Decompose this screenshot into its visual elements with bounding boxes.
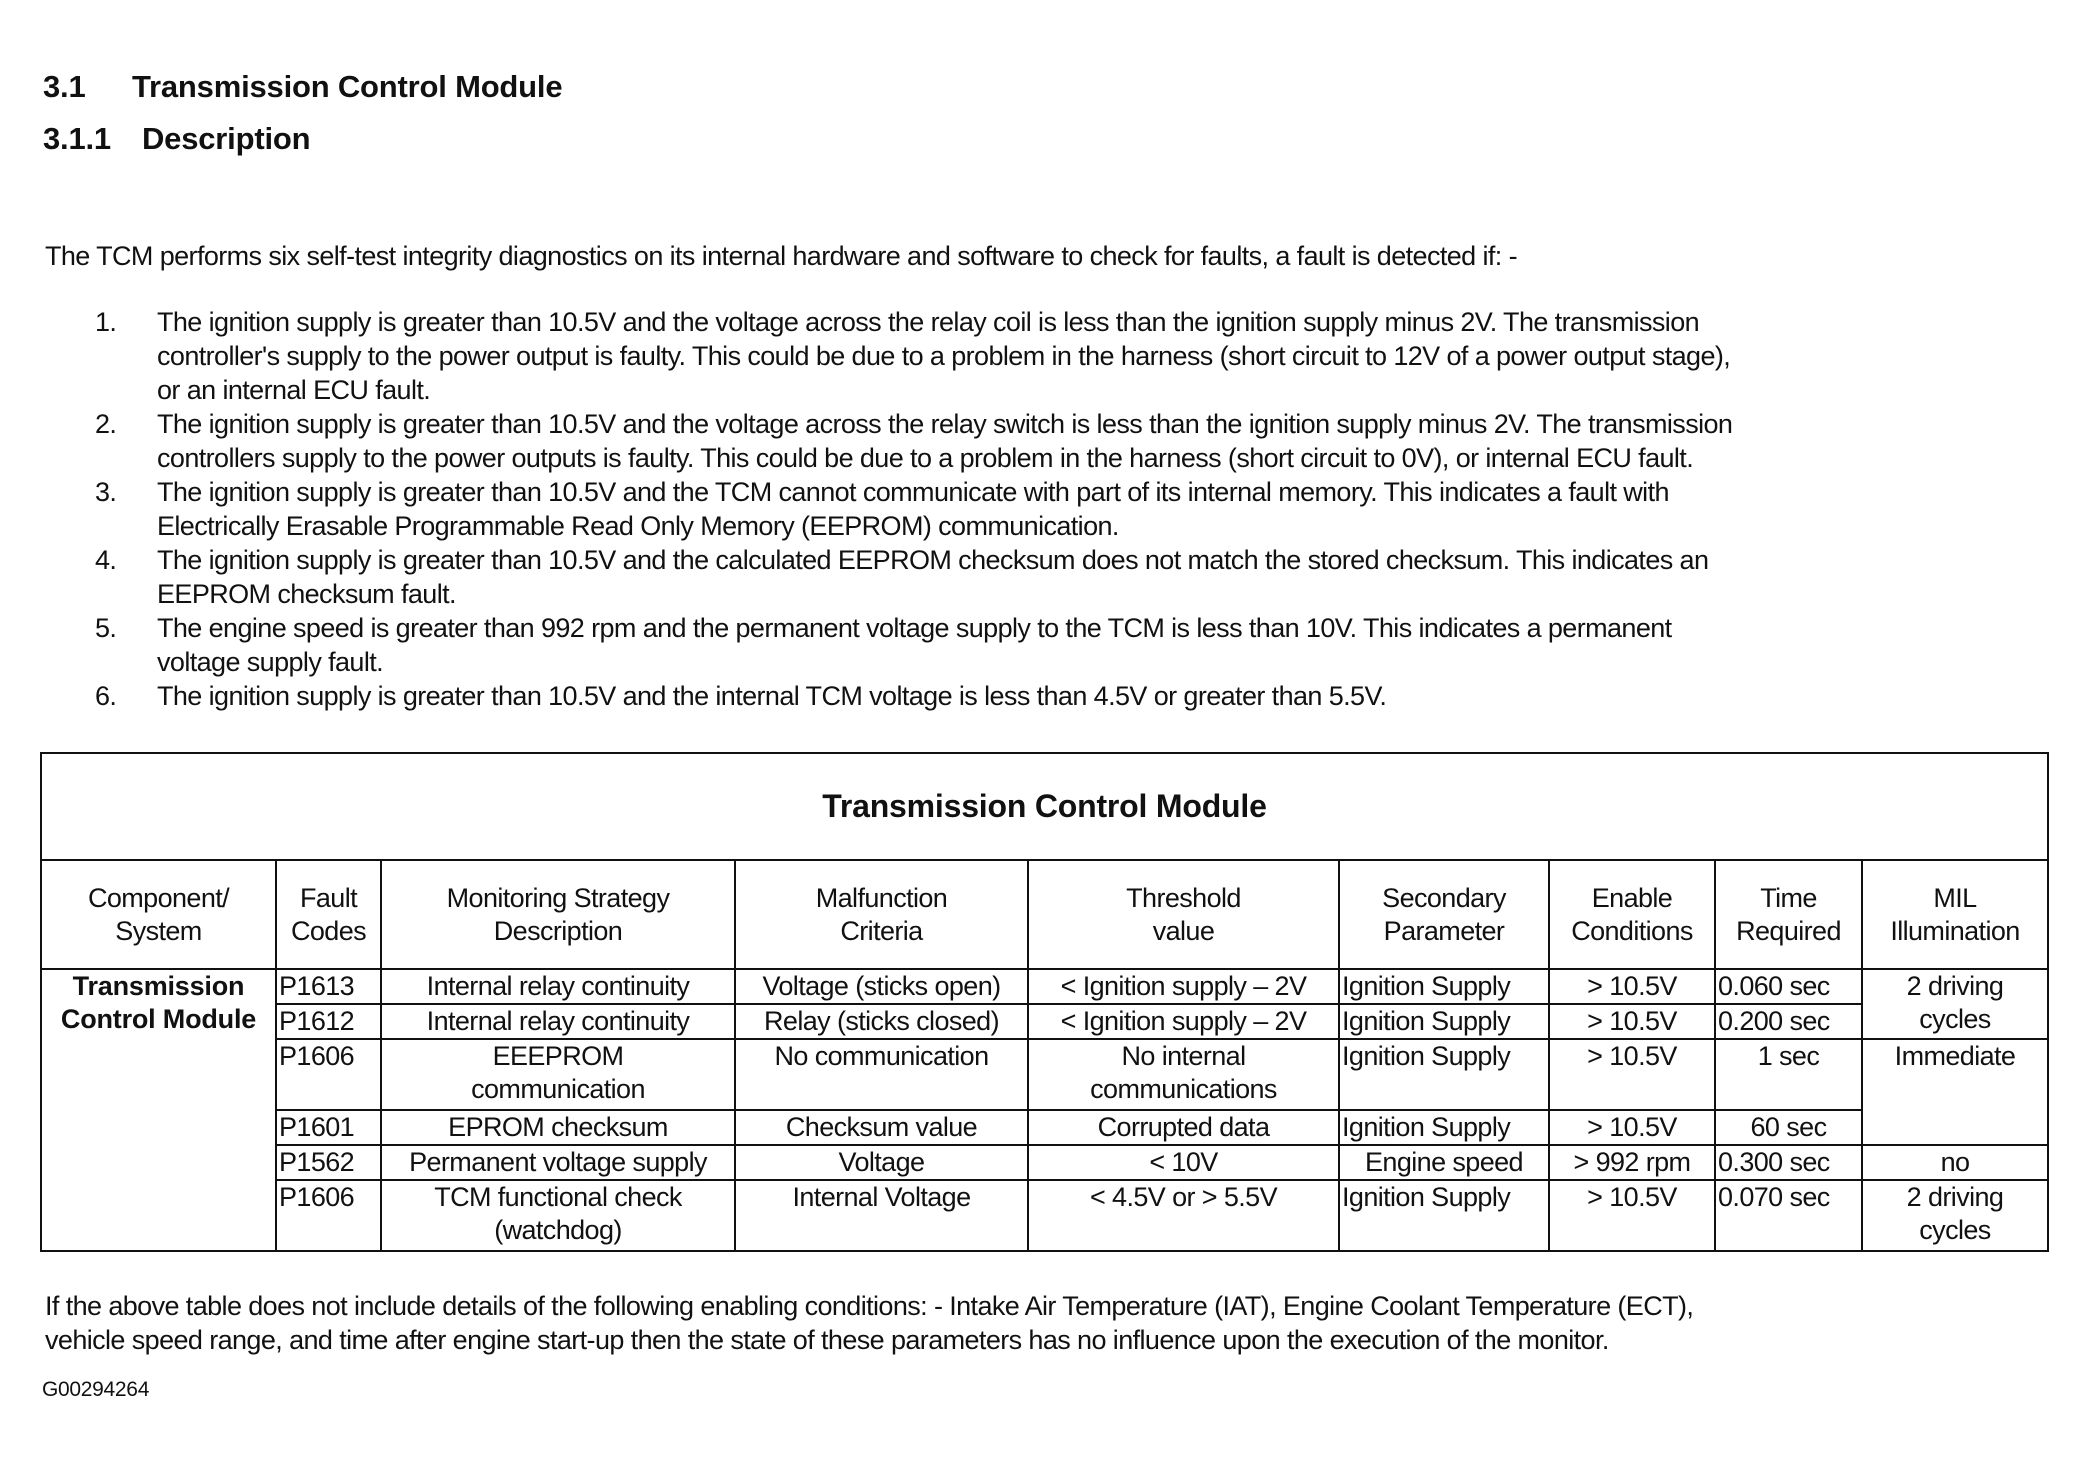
table-row: [41, 969, 2048, 1004]
list-item: [95, 407, 1995, 475]
list-line: The ignition supply is greater than 10.5V and the calculated EEPROM checksum does not match the stored checksum. This indicates an: [157, 545, 1709, 575]
list-line: The ignition supply is greater than 10.5V and the voltage across the relay switch is less than the ignition supply minus 2V. The transmission: [157, 409, 1733, 439]
list-line: controller's supply to the power output is faulty. This could be due to a problem in the harness (short circuit to 12V of a power output stage),: [157, 341, 1731, 371]
table-title: Transmission Control Module: [41, 753, 2048, 860]
mil-cell: 2 driving cycles: [1862, 1180, 2048, 1251]
fault-code: P1601: [276, 1110, 381, 1145]
secondary-cell: Ignition Supply: [1339, 1110, 1549, 1145]
header-monitoring-strategy: Monitoring Strategy Description: [381, 860, 735, 969]
secondary-cell: Ignition Supply: [1339, 1180, 1549, 1251]
table-row: [41, 1180, 2048, 1251]
mil-cell: no: [1862, 1145, 2048, 1180]
list-item: [95, 679, 1995, 713]
section-heading: [43, 70, 562, 104]
threshold-cell: < Ignition supply – 2V: [1028, 1004, 1339, 1039]
subsection-heading: [43, 122, 310, 156]
criteria-cell: Voltage (sticks open): [735, 969, 1028, 1004]
enable-cell: > 10.5V: [1549, 1110, 1715, 1145]
table-row: [41, 1039, 2048, 1110]
time-cell: 0.300 sec: [1715, 1145, 1862, 1180]
list-number: 4.: [95, 545, 117, 575]
subsection-title: Description: [142, 121, 311, 156]
threshold-cell: < 4.5V or > 5.5V: [1028, 1180, 1339, 1251]
secondary-cell: Ignition Supply: [1339, 1004, 1549, 1039]
graphic-id: G00294264: [42, 1378, 150, 1401]
criteria-cell: Voltage: [735, 1145, 1028, 1180]
header-fault-codes: Fault Codes: [276, 860, 381, 969]
strategy-cell: EEEPROM communication: [381, 1039, 735, 1110]
enable-cell: > 992 rpm: [1549, 1145, 1715, 1180]
enable-cell: > 10.5V: [1549, 969, 1715, 1004]
list-line: or an internal ECU fault.: [157, 375, 431, 405]
mil-cell: Immediate: [1862, 1039, 2048, 1145]
header-mil-illumination: MIL Illumination: [1862, 860, 2048, 969]
fault-code: P1606: [276, 1180, 381, 1251]
footer-line: vehicle speed range, and time after engine start-up then the state of these parameters has no influence upon the execution of the monitor.: [45, 1325, 1609, 1355]
fault-conditions-list: [95, 305, 1995, 713]
footer-note: [45, 1289, 2045, 1357]
time-cell: 1 sec: [1715, 1039, 1862, 1110]
time-cell: 0.070 sec: [1715, 1180, 1862, 1251]
intro-paragraph: The TCM performs six self-test integrity diagnostics on its internal hardware and software to check for faults, a fault is detected if: -: [45, 241, 1517, 271]
list-number: 6.: [95, 681, 117, 711]
list-number: 2.: [95, 409, 117, 439]
enable-cell: > 10.5V: [1549, 1039, 1715, 1110]
threshold-cell: < Ignition supply – 2V: [1028, 969, 1339, 1004]
table-header-row: [41, 860, 2048, 969]
table-row: [41, 1110, 2048, 1145]
threshold-cell: Corrupted data: [1028, 1110, 1339, 1145]
header-component: Component/ System: [41, 860, 276, 969]
time-cell: 0.060 sec: [1715, 969, 1862, 1004]
fault-code: P1606: [276, 1039, 381, 1110]
list-number: 1.: [95, 307, 117, 337]
secondary-cell: Ignition Supply: [1339, 969, 1549, 1004]
time-cell: 60 sec: [1715, 1110, 1862, 1145]
fault-code: P1612: [276, 1004, 381, 1039]
header-secondary-parameter: Secondary Parameter: [1339, 860, 1549, 969]
subsection-number: 3.1.1: [43, 121, 111, 156]
time-cell: 0.200 sec: [1715, 1004, 1862, 1039]
strategy-cell: Internal relay continuity: [381, 1004, 735, 1039]
list-number: 5.: [95, 613, 117, 643]
list-item: [95, 305, 1995, 407]
table-row: [41, 1004, 2048, 1039]
fault-code: P1613: [276, 969, 381, 1004]
header-time-required: Time Required: [1715, 860, 1862, 969]
threshold-cell: No internal communications: [1028, 1039, 1339, 1110]
enable-cell: > 10.5V: [1549, 1180, 1715, 1251]
table-row: [41, 1145, 2048, 1180]
strategy-cell: EPROM checksum: [381, 1110, 735, 1145]
strategy-cell: TCM functional check (watchdog): [381, 1180, 735, 1251]
criteria-cell: No communication: [735, 1039, 1028, 1110]
section-number: 3.1: [43, 69, 86, 104]
component-cell: Transmission Control Module: [41, 969, 276, 1251]
list-line: The ignition supply is greater than 10.5V and the voltage across the relay coil is less than the ignition supply minus 2V. The transmission: [157, 307, 1700, 337]
strategy-cell: Permanent voltage supply: [381, 1145, 735, 1180]
criteria-cell: Relay (sticks closed): [735, 1004, 1028, 1039]
section-title: Transmission Control Module: [132, 69, 563, 104]
header-enable-conditions: Enable Conditions: [1549, 860, 1715, 969]
secondary-cell: Ignition Supply: [1339, 1039, 1549, 1110]
list-line: The ignition supply is greater than 10.5V and the internal TCM voltage is less than 4.5V or greater than 5.5V.: [157, 681, 1387, 711]
tcm-monitor-table: [40, 752, 2049, 1252]
fault-code: P1562: [276, 1145, 381, 1180]
list-line: The ignition supply is greater than 10.5V and the TCM cannot communicate with part of its internal memory. This indicates a fault with: [157, 477, 1669, 507]
list-line: EEPROM checksum fault.: [157, 579, 456, 609]
list-line: voltage supply fault.: [157, 647, 384, 677]
footer-line: If the above table does not include details of the following enabling conditions: - Intake Air Temperature (IAT), Engine Coolant Temperature (ECT),: [45, 1291, 1694, 1321]
list-number: 3.: [95, 477, 117, 507]
list-item: [95, 611, 1995, 679]
strategy-cell: Internal relay continuity: [381, 969, 735, 1004]
secondary-cell: Engine speed: [1339, 1145, 1549, 1180]
mil-cell: 2 driving cycles: [1862, 969, 2048, 1039]
criteria-cell: Checksum value: [735, 1110, 1028, 1145]
threshold-cell: < 10V: [1028, 1145, 1339, 1180]
header-threshold-value: Threshold value: [1028, 860, 1339, 969]
list-item: [95, 543, 1995, 611]
enable-cell: > 10.5V: [1549, 1004, 1715, 1039]
list-line: The engine speed is greater than 992 rpm and the permanent voltage supply to the TCM is less than 10V. This indicates a permanent: [157, 613, 1672, 643]
list-item: [95, 475, 1995, 543]
list-line: controllers supply to the power outputs is faulty. This could be due to a problem in the harness (short circuit to 0V), or internal ECU fault.: [157, 443, 1694, 473]
header-malfunction-criteria: Malfunction Criteria: [735, 860, 1028, 969]
criteria-cell: Internal Voltage: [735, 1180, 1028, 1251]
list-line: Electrically Erasable Programmable Read Only Memory (EEPROM) communication.: [157, 511, 1119, 541]
